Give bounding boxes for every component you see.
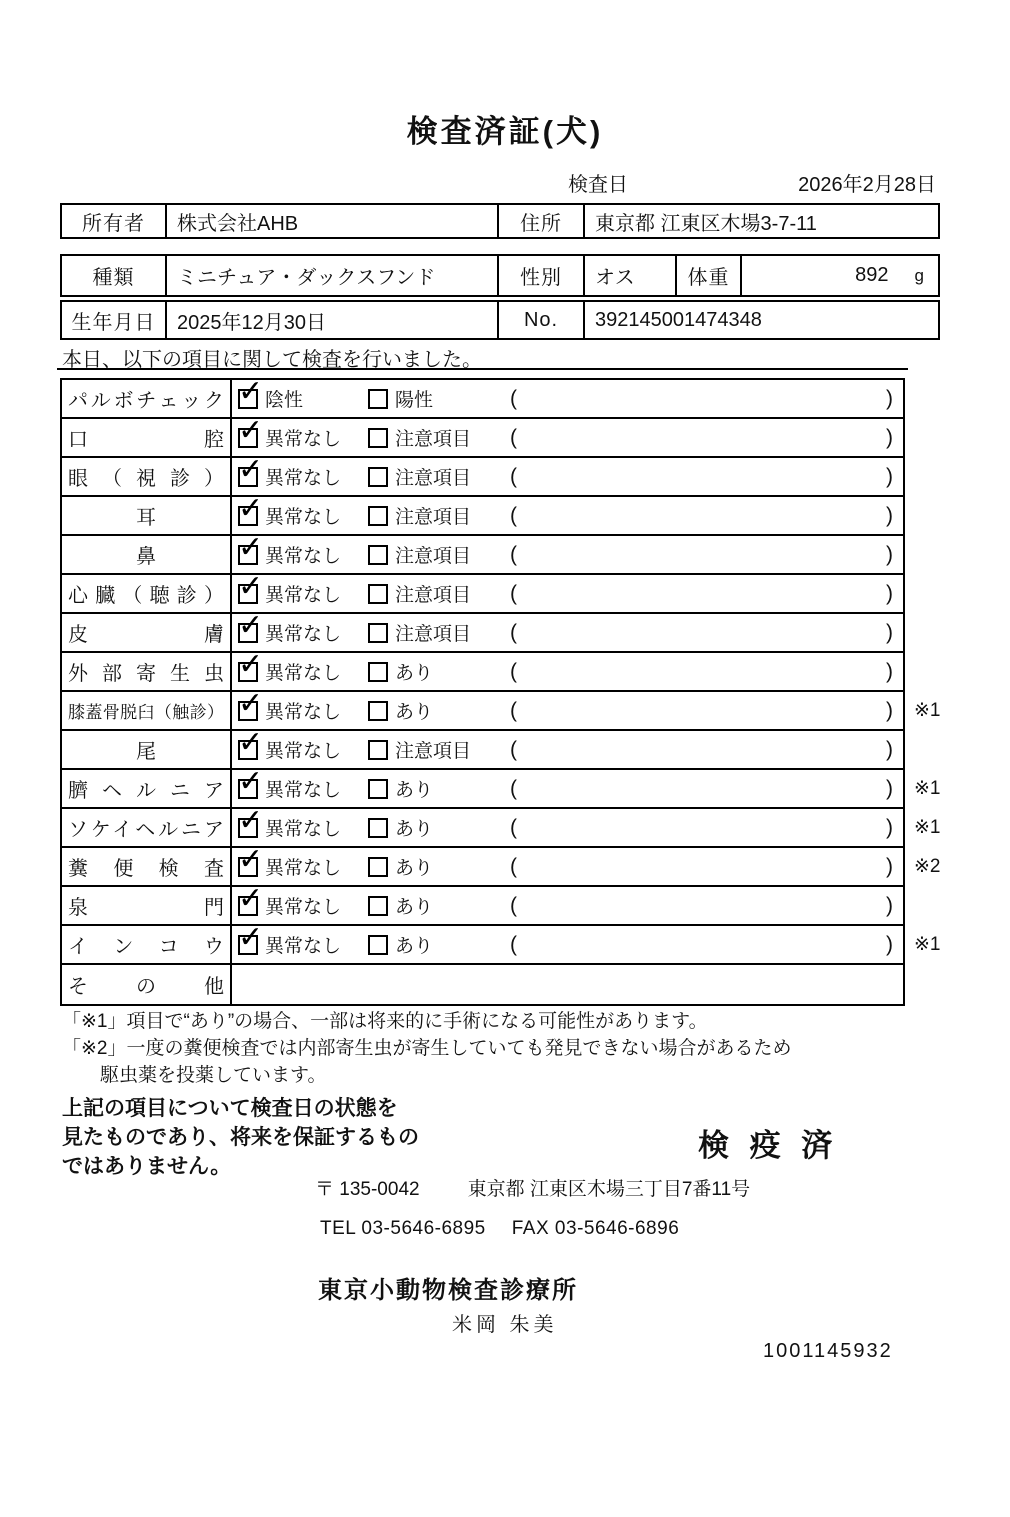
clinic-address-line — [315, 1174, 750, 1201]
veterinarian-name: 米岡 朱美 — [452, 1314, 558, 1336]
inspection-row-fecal-exam — [62, 841, 941, 887]
inspection-row-inkou — [62, 919, 941, 965]
check-icon: ✓ — [238, 880, 264, 916]
inspection-row-tail — [62, 724, 903, 770]
paren-close: ) — [886, 542, 893, 566]
owner-label: 所有者 — [62, 205, 167, 237]
checkbox-unchecked — [368, 545, 388, 565]
postal-code: 〒 135-0042 — [315, 1179, 420, 1200]
paren-open: ( — [510, 659, 517, 683]
inspection-row-umbilical-hernia — [62, 763, 941, 809]
fax-number: FAX 03-5646-6896 — [511, 1218, 680, 1239]
row-label: 尾 — [136, 741, 156, 763]
footnote-2-cont: 駆虫薬を投薬しています。 — [100, 1065, 327, 1086]
paren-close: ) — [886, 776, 893, 800]
no-label: No. — [499, 302, 585, 338]
disclaimer-line-3: ではありません。 — [62, 1155, 232, 1178]
row-label: 泉 門 — [68, 897, 224, 919]
check-icon: ✓ — [238, 568, 264, 604]
inspection-date-line — [568, 168, 936, 197]
check-icon: ✓ — [238, 529, 264, 565]
paren-open: ( — [510, 854, 517, 878]
paren-open: ( — [510, 698, 517, 722]
paren-close: ) — [886, 464, 893, 488]
option1-label: 異常なし — [265, 624, 342, 645]
clinic-address: 東京都 江東区木場三丁目7番11号 — [467, 1179, 751, 1200]
checkbox-checked — [238, 646, 264, 682]
check-icon: ✓ — [238, 490, 264, 526]
checkbox-checked — [238, 451, 264, 487]
quarantine-stamp: 検 疫 済 — [698, 1128, 839, 1163]
row-note: ※1 — [914, 700, 941, 721]
check-icon: ✓ — [238, 685, 264, 721]
row-label: 耳 — [136, 507, 156, 529]
option1-label: 異常なし — [265, 858, 342, 879]
checkbox-unchecked — [368, 506, 388, 526]
option2-label: 注意項目 — [395, 546, 472, 567]
tel-fax-line — [320, 1218, 679, 1240]
option2-label: 注意項目 — [395, 741, 472, 762]
row-note: ※1 — [914, 934, 941, 955]
paren-open: ( — [510, 815, 517, 839]
paren-close: ) — [886, 581, 893, 605]
inspection-row-mouth — [62, 412, 903, 458]
option1-label: 異常なし — [265, 741, 342, 762]
row-note: ※1 — [914, 817, 941, 838]
inspection-row-parvo — [62, 373, 903, 419]
option2-label: 注意項目 — [395, 429, 472, 450]
paren-open: ( — [510, 893, 517, 917]
inspection-date-label: 検査日 — [568, 174, 628, 196]
check-icon: ✓ — [238, 607, 264, 643]
birth-label: 生年月日 — [62, 302, 167, 338]
checkbox-checked — [238, 763, 264, 799]
intro-text: 本日、以下の項目に関して検査を行いました。 — [62, 349, 482, 371]
paren-close: ) — [886, 854, 893, 878]
checkbox-checked — [238, 841, 264, 877]
check-icon: ✓ — [238, 841, 264, 877]
inspection-date-value: 2026年2月28日 — [798, 174, 936, 196]
check-icon: ✓ — [238, 646, 264, 682]
footnotes — [62, 1008, 792, 1089]
birth-value: 2025年12月30日 — [167, 302, 499, 338]
checkbox-unchecked — [368, 467, 388, 487]
option1-label: 異常なし — [265, 780, 342, 801]
disclaimer-line-2: 見たものであり、将来を保証するもの — [62, 1126, 419, 1149]
option1-label: 異常なし — [265, 507, 342, 528]
checkbox-checked — [238, 724, 264, 760]
checkbox-unchecked — [368, 428, 388, 448]
inspection-row-inguinal-hernia — [62, 802, 941, 848]
paren-open: ( — [510, 425, 517, 449]
paren-open: ( — [510, 737, 517, 761]
footnote-2: 「※2」一度の糞便検査では内部寄生虫が寄生していても発見できない場合があるため — [62, 1038, 792, 1059]
option2-label: あり — [395, 663, 434, 684]
inspection-row-other — [62, 965, 903, 1004]
checkbox-unchecked — [368, 779, 388, 799]
paren-close: ) — [886, 815, 893, 839]
checkbox-unchecked — [368, 740, 388, 760]
option2-label: 陽性 — [395, 390, 434, 411]
row-label: 鼻 — [136, 546, 156, 568]
weight-unit: g — [914, 265, 924, 285]
option1-label: 異常なし — [265, 585, 342, 606]
page-title: 検査済証(犬) — [406, 114, 604, 149]
address-label: 住所 — [499, 205, 585, 237]
paren-open: ( — [510, 932, 517, 956]
checkbox-unchecked — [368, 389, 388, 409]
inspection-table — [60, 373, 941, 1006]
paren-close: ) — [886, 932, 893, 956]
inspection-row-skin — [62, 607, 903, 653]
weight-value: 892 — [855, 264, 889, 286]
option1-label: 異常なし — [265, 663, 342, 684]
clinic-name: 東京小動物検査診療所 — [318, 1277, 578, 1304]
breed-table — [60, 254, 940, 297]
option2-label: あり — [395, 936, 434, 957]
inspection-row-nose — [62, 529, 903, 575]
no-value: 392145001474348 — [595, 308, 762, 331]
paren-close: ) — [886, 620, 893, 644]
row-label: 外 部 寄 生 虫 — [68, 663, 224, 685]
option2-label: 注意項目 — [395, 624, 472, 645]
row-note: ※2 — [914, 856, 941, 877]
checkbox-checked — [238, 607, 264, 643]
row-label: 口 腔 — [68, 429, 224, 451]
paren-open: ( — [510, 386, 517, 410]
checkbox-checked — [238, 880, 264, 916]
paren-close: ) — [886, 737, 893, 761]
inspection-row-fontanelle — [62, 880, 903, 926]
option1-label: 異常なし — [265, 936, 342, 957]
option1-label: 異常なし — [265, 546, 342, 567]
option1-label: 異常なし — [265, 429, 342, 450]
checkbox-checked — [238, 802, 264, 838]
checkbox-checked — [238, 919, 264, 955]
option2-label: 注意項目 — [395, 585, 472, 606]
row-label: イ ン コ ウ — [68, 936, 224, 958]
inspection-row-external-parasites — [62, 646, 903, 692]
row-label: ソケイヘルニア — [68, 819, 224, 841]
weight-cell — [742, 256, 938, 295]
disclaimer — [62, 1094, 419, 1181]
checkbox-unchecked — [368, 623, 388, 643]
row-label: 眼 （ 視 診 ） — [68, 468, 224, 490]
checkbox-unchecked — [368, 584, 388, 604]
paren-close: ) — [886, 386, 893, 410]
breed-label: 種類 — [62, 256, 167, 295]
checkbox-checked — [238, 568, 264, 604]
row-note: ※1 — [914, 778, 941, 799]
birth-table — [60, 300, 940, 340]
option1-label: 異常なし — [265, 702, 342, 723]
inspection-row-eyes — [62, 451, 903, 497]
checkbox-unchecked — [368, 935, 388, 955]
row-label: そ の 他 — [68, 976, 224, 998]
checkbox-unchecked — [368, 818, 388, 838]
option1-label: 異常なし — [265, 468, 342, 489]
paren-open: ( — [510, 464, 517, 488]
row-label: 臍 ヘ ル ニ ア — [68, 780, 224, 802]
check-icon: ✓ — [238, 373, 264, 409]
inspection-row-patella — [62, 685, 941, 731]
serial-number: 1001145932 — [763, 1340, 893, 1362]
check-icon: ✓ — [238, 412, 264, 448]
row-label: 皮 膚 — [68, 624, 224, 646]
paren-close: ) — [886, 503, 893, 527]
option1-label: 陰性 — [265, 390, 304, 411]
paren-open: ( — [510, 581, 517, 605]
checkbox-unchecked — [368, 662, 388, 682]
disclaimer-line-1: 上記の項目について検査日の状態を — [62, 1097, 398, 1120]
check-icon: ✓ — [238, 763, 264, 799]
paren-close: ) — [886, 425, 893, 449]
paren-close: ) — [886, 698, 893, 722]
paren-open: ( — [510, 776, 517, 800]
option1-label: 異常なし — [265, 897, 342, 918]
check-icon: ✓ — [238, 451, 264, 487]
row-label: パルボチェック — [68, 390, 224, 412]
check-icon: ✓ — [238, 919, 264, 955]
option1-label: 異常なし — [265, 819, 342, 840]
checkbox-unchecked — [368, 896, 388, 916]
checkbox-checked — [238, 412, 264, 448]
checkbox-unchecked — [368, 857, 388, 877]
paren-close: ) — [886, 659, 893, 683]
row-label: 心 臓 （ 聴 診 ） — [68, 585, 224, 607]
paren-open: ( — [510, 503, 517, 527]
option2-label: あり — [395, 702, 434, 723]
checkbox-checked — [238, 529, 264, 565]
sex-label: 性別 — [499, 256, 585, 295]
tel-number: TEL 03-5646-6895 — [320, 1218, 486, 1239]
checkbox-checked — [238, 685, 264, 721]
option2-label: あり — [395, 780, 434, 801]
inspection-row-ears — [62, 490, 903, 536]
owner-table — [60, 203, 940, 239]
footnote-1: 「※1」項目で“あり”の場合、一部は将来的に手術になる可能性があります。 — [62, 1011, 708, 1032]
paren-close: ) — [886, 893, 893, 917]
row-label: 糞 便 検 査 — [68, 858, 224, 880]
option2-label: あり — [395, 897, 434, 918]
inspection-row-heart — [62, 568, 903, 614]
paren-open: ( — [510, 542, 517, 566]
breed-value: ミニチュア・ダックスフンド — [167, 256, 499, 295]
paren-open: ( — [510, 620, 517, 644]
row-label: 膝蓋骨脱臼（触診） — [68, 703, 224, 722]
weight-label: 体重 — [677, 256, 742, 295]
option2-label: あり — [395, 858, 434, 879]
checkbox-unchecked — [368, 701, 388, 721]
check-icon: ✓ — [238, 802, 264, 838]
check-icon: ✓ — [238, 724, 264, 760]
option2-label: あり — [395, 819, 434, 840]
checkbox-checked — [238, 490, 264, 526]
sex-value: オス — [585, 256, 677, 295]
address-value: 東京都 江東区木場3-7-11 — [595, 212, 817, 235]
intro-divider — [57, 368, 908, 370]
option2-label: 注意項目 — [395, 507, 472, 528]
checkbox-checked — [238, 373, 264, 409]
owner-value: 株式会社AHB — [167, 205, 499, 237]
option2-label: 注意項目 — [395, 468, 472, 489]
